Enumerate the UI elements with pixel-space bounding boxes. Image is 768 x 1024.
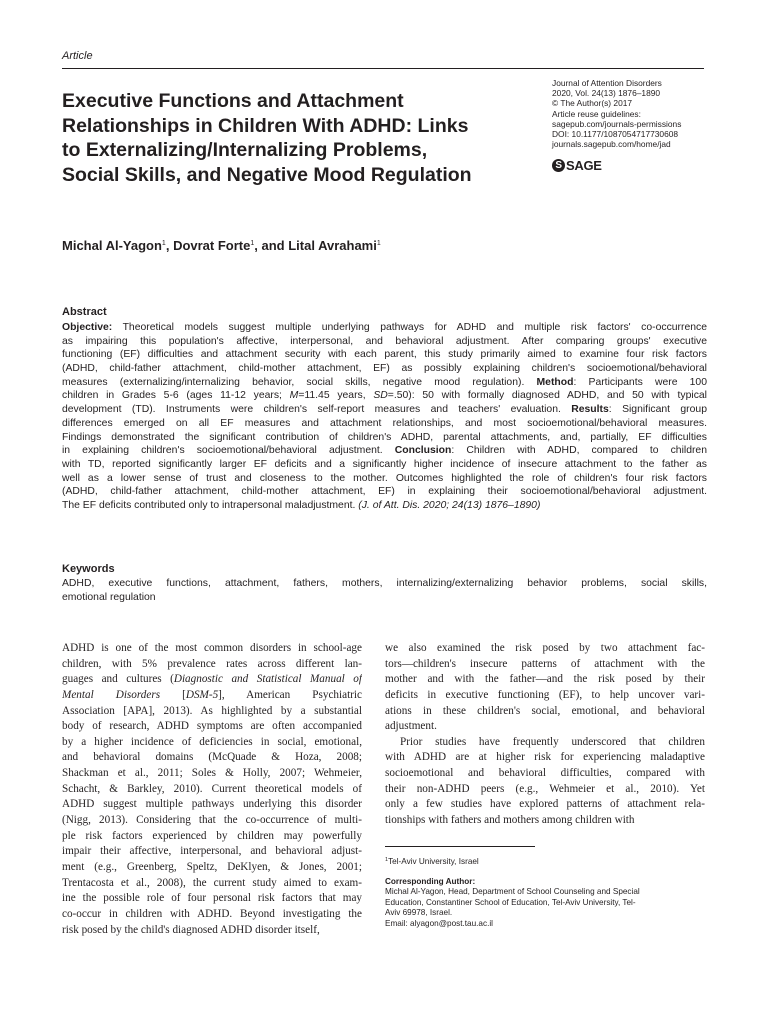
body-line [62,672,362,688]
body-line [62,766,362,782]
body-line-segment: Mental Disorders [62,688,161,701]
body-line-segment: adjustment. [385,720,437,733]
abstract-line-segment: The EF deficits contributed only to intrapersonal maladjustment. [62,499,359,511]
abstract-line-segment: (J. of Att. Dis. 2020; 24(13) 1876–1890) [358,499,541,511]
body-line-segment: only a few studies have explored patterns of attachment rela- [385,798,705,811]
footnotes [385,855,705,930]
body-line [62,750,362,766]
journal-homepage-link[interactable]: journals.sagepub.com/home/jad [552,139,671,150]
body-line-segment: DSM-5 [185,688,219,701]
title-line: Relationships in Children With ADHD: Links [62,114,469,137]
header-rule [62,68,704,69]
abstract-line-segment: children in Grades 5-6 (ages 11-12 years; [62,390,290,402]
abstract-line [62,499,707,513]
reuse-label: Article reuse guidelines: [552,108,641,119]
body-line-segment: Trentacosta et al., 2008), the current study aimed to exam- [62,876,362,889]
abstract-line-segment: : Significant group [608,404,707,416]
abstract-line-segment: M [289,390,299,402]
abstract-line-segment: Theoretical models suggest multiple underlying pathways for ADHD and multiple risk factors' co-occurrence [112,322,707,333]
corresponding-line: Education, Constantiner School of Education, Tel-Aviv University, Tel- [385,897,636,907]
keywords-text [62,577,707,604]
body-line [385,750,705,766]
abstract-line-segment: Findings demonstrated the significant contribution of children's ADHD, parental attachments, and, partially, EF difficulties [62,431,707,443]
abstract-line-segment: in explaining children's socioemotional/behavioral adjustment. [62,445,395,457]
author-name: Lital Avrahami [288,238,377,253]
author-affiliation-mark: 1 [161,240,166,247]
author-name: Michal Al-Yagon [62,238,162,253]
body-line [62,782,362,798]
body-line-segment: Schacht, & Barkley, 2010). Current theoretical models of [62,782,362,795]
affiliation-note [385,855,705,868]
body-line-segment: with ADHD are at higher risk for experiencing maladaptive [385,751,705,764]
body-line [62,719,362,735]
abstract-line-segment: Conclusion [394,445,452,457]
body-line-segment: by a higher incidence of deficiencies in social, emotional, [62,735,362,748]
journal-info [552,78,712,149]
corresponding-line: Aviv 69978, Israel. [385,908,453,918]
author-affiliation-mark: 1 [376,240,381,247]
body-line [385,704,705,720]
author-separator: , [165,238,174,253]
abstract-line [62,417,707,431]
title-line: Social Skills, and Negative Mood Regulation [62,163,472,186]
affiliation-text: Tel-Aviv University, Israel [388,857,479,866]
doi-link[interactable]: DOI: 10.1177/1087054717730608 [552,129,679,140]
author-separator: , and [254,238,289,253]
body-line [385,641,705,657]
body-line-segment: risk posed by the child's diagnosed ADHD disorder itself, [62,923,320,936]
body-line-segment: body of research, ADHD symptoms are often accompanied [62,720,362,733]
author-name: Dovrat Forte [173,238,251,253]
body-line-segment: ment (e.g., Greenberg, Speltz, DeKlyen, & Jones, 2001; [62,860,362,873]
corresponding-line: Michal Al-Yagon, Head, Department of School Counseling and Special [385,887,640,897]
abstract-line-segment: measures (externalizing/internalizing behavior, social skills, negative mood regulation). [62,376,537,388]
body-line [62,860,362,876]
keywords-line: emotional regulation [62,591,156,603]
abstract-line [62,485,707,499]
title-line: Executive Functions and Attachment [62,90,404,112]
sage-logo-text: SAGE [566,158,602,173]
body-line [62,797,362,813]
sage-s-icon: S [552,159,565,172]
body-line [62,891,362,907]
abstract-line [62,472,707,486]
body-line-segment: [ [160,688,186,701]
body-line [62,641,362,657]
abstract-line [62,376,707,390]
footnote-rule [385,846,535,847]
abstract-line-segment: Results [571,404,609,416]
abstract-line [62,458,707,472]
body-line-segment: children, with 5% prevalence rates across different lan- [62,657,362,670]
abstract-line [62,335,707,349]
journal-volume: 2020, Vol. 24(13) 1876–1890 [552,88,661,99]
title-line: to Externalizing/Internalizing Problems, [62,139,428,161]
body-line [385,782,705,798]
body-line [385,797,705,813]
body-line-segment: ADHD is one of the most common disorders in school-age [62,642,362,654]
abstract-line-segment: differences emerged on all EF measures and attachment relationships, and most socioemotional/behavioral measures. [62,417,707,429]
body-line-segment: Prior studies have frequently underscored that children [400,735,705,748]
body-line [385,719,705,735]
body-line [62,688,362,704]
abstract-line-segment: : Participants were 100 [573,376,707,388]
abstract-line-segment: as impairing this population's affective, interpersonal, and behavioral adjustment. After comparing groups' executive [62,335,707,347]
abstract-heading: Abstract [62,306,107,318]
body-line [385,766,705,782]
body-line-segment: guages and cultures ( [62,673,174,686]
body-line-segment: we also examined the risk posed by two attachment fac- [385,642,705,654]
body-line [62,844,362,860]
body-line-segment: their non-ADHD peers (e.g., Wehmeier et al., 2010). Yet [385,782,705,795]
body-line-segment: ations in these children's social, emotional, and behavioral [385,704,705,717]
keywords-heading: Keywords [62,563,115,575]
abstract-line [62,321,707,335]
abstract-line-segment: SD [373,390,388,402]
sage-logo [552,158,602,173]
body-line-segment: tionships with fathers and mothers among children with [385,814,635,827]
abstract-line [62,431,707,445]
abstract-line-segment: functioning (EF) difficulties and attachment security with each parent, this study primarily aimed to examine four risk factors [62,349,707,361]
abstract-line-segment: Method [536,376,574,388]
keywords-line: ADHD, executive functions, attachment, fathers, mothers, internalizing/externalizing behavior problems, social skills, [62,578,707,589]
body-line [385,688,705,704]
body-line [385,735,705,751]
body-line-segment: socioemotional and behavioral difficulties, compared with [385,767,705,780]
body-line-segment: Shackman et al., 2011; Soles & Holly, 2007; Wehmeier, [62,767,362,780]
abstract-line [62,362,707,376]
abstract-line-segment: development (TD). Instruments were children's self-report measures and teachers' evaluation. [62,404,572,416]
abstract-line-segment: (ADHD, child-father attachment, child-mother attachment, EF) in explaining their socioemotional/behavioral adjustment. [62,486,707,498]
body-line [62,829,362,845]
body-line-segment: ine the possible role of four personal risk factors that may [62,892,362,905]
body-line [62,907,362,923]
body-line-segment: (Nigg, 2013). Considering that the co-occurrence of multi- [62,814,362,827]
body-line-segment: and behavioral domains (McQuade & Hoza, 2008; [62,751,362,764]
body-line-segment: co-occur in children with ADHD. Beyond investigating the [62,907,362,920]
permissions-link[interactable]: sagepub.com/journals-permissions [552,118,682,129]
body-line-segment: Diagnostic and Statistical Manual of [173,673,362,686]
abstract-line [62,444,707,458]
corresponding-email[interactable]: Email: alyagon@post.tau.ac.il [385,918,493,928]
body-line-segment: impair their affective, interpersonal, and behavioral adjust- [62,845,362,858]
body-line [385,672,705,688]
body-line-segment: mother and with the father—and the risk posed by their [385,673,705,686]
body-line-segment: deficits in executive functioning (EF), to help uncover vari- [385,688,705,701]
abstract-line-segment: =.50): 50 with formally diagnosed ADHD, and 50 with typical [387,390,707,402]
abstract-line-segment: well as a lower sense of trust and closeness to the mother. Outcomes highlighted the role of children's four risk factors [62,472,707,484]
body-line [62,657,362,673]
abstract-line-segment: (ADHD, child-father attachment, child-mother attachment, EF) as possibly explaining children's socioemotional/behavioral [62,363,707,375]
body-line [62,735,362,751]
body-line [385,813,705,829]
body-column-right [385,641,705,829]
abstract-line-segment: Objective: [62,322,113,333]
abstract-line [62,348,707,362]
body-line-segment: tors—children's insecure patterns of attachment with the [385,657,705,670]
abstract-line [62,389,707,403]
body-line [62,923,362,939]
body-line [62,876,362,892]
abstract-line [62,403,707,417]
abstract-line-segment: =11.45 years, [298,390,374,402]
author-list [62,238,381,253]
journal-name: Journal of Attention Disorders [552,78,662,88]
corresponding-heading: Corresponding Author: [385,876,476,886]
body-line-segment: ple risk factors experienced by children may powerfully [62,829,362,842]
body-line-segment: Association [APA], 2013). As highlighted by a substantial [62,704,362,717]
abstract-line-segment: : Children with ADHD, compared to children [451,445,707,457]
body-line [62,704,362,720]
body-line [62,813,362,829]
body-line-segment: ADHD suggest multiple pathways underlying this disorder [62,798,362,811]
paper-title [62,89,542,187]
abstract-text [62,321,707,513]
article-type-label: Article [62,50,93,62]
body-line [385,657,705,673]
copyright: © The Author(s) 2017 [552,98,633,109]
affiliation-mark: 1 [385,857,389,863]
body-line-segment: ], American Psychiatric [218,688,362,701]
author-affiliation-mark: 1 [250,240,255,247]
body-column-left [62,641,362,938]
abstract-line-segment: with TD, reported significantly larger EF deficits and a significantly higher incidence of insecure attachment to the father as [62,458,707,470]
